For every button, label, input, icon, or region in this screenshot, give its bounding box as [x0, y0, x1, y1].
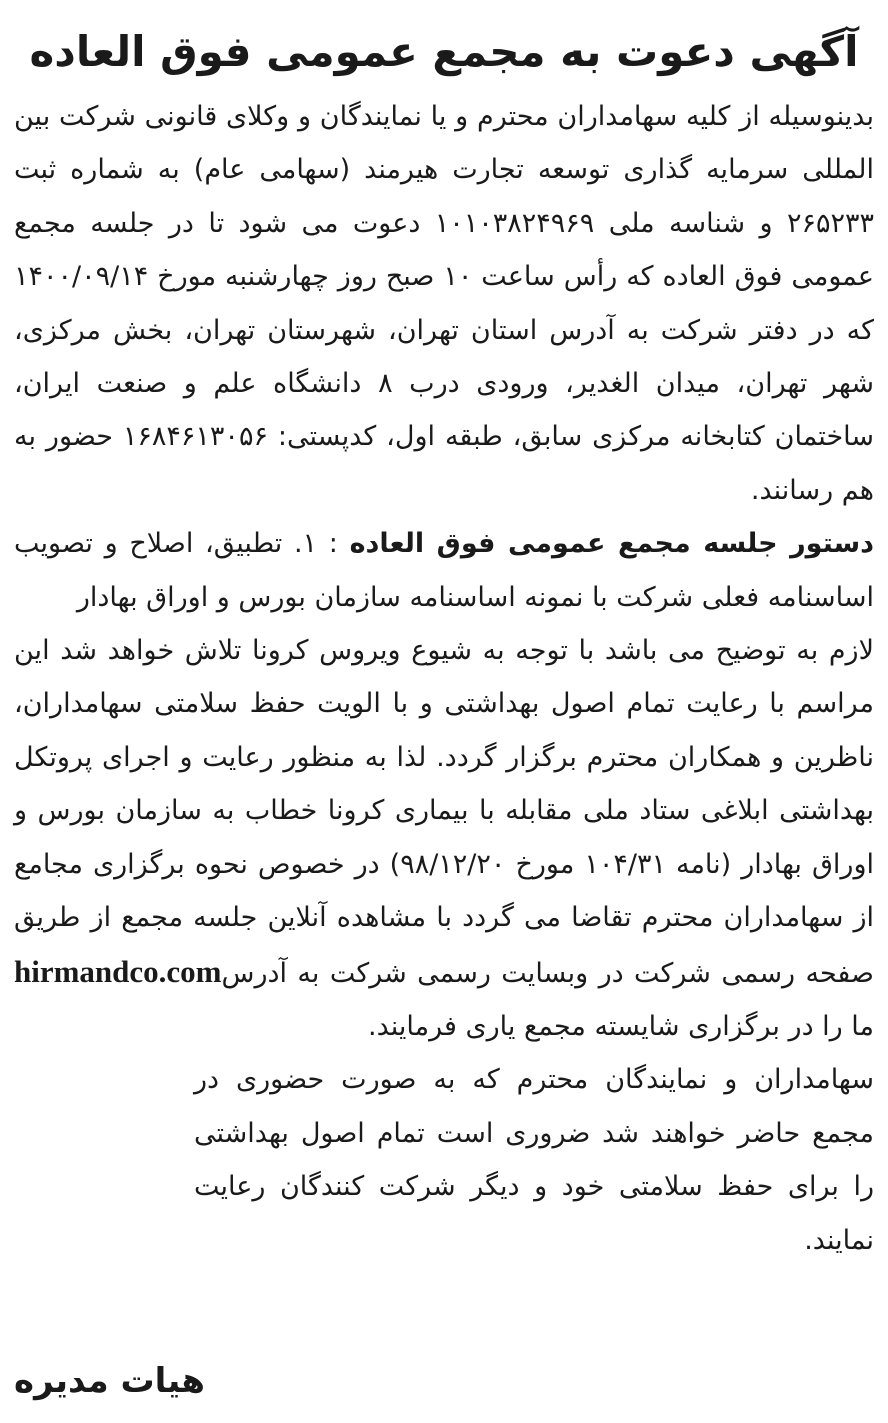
closing-paragraph: سهامداران و نمایندگان محترم که به صورت حضوری در مجمع حاضر خواهند شد ضروری است تمام اصول بهداشتی را برای حفظ سلامتی خود و دیگر شرکت کنندگان رعایت نمایند.: [194, 1064, 874, 1256]
covid-notice-text-end: ما را در برگزاری شایسته مجمع یاری فرمایند.: [368, 1010, 874, 1042]
agenda-paragraph: [14, 517, 874, 624]
covid-notice-paragraph: [14, 624, 874, 1053]
notice-body: [14, 90, 874, 1267]
agenda-separator: :: [317, 528, 350, 560]
covid-notice-text: لازم به توضیح می باشد با توجه به شیوع ویروس کرونا تلاش خواهد شد این مراسم با رعایت تمام اصول بهداشتی و با الویت حفظ سلامتی سهامداران، ناظرین و همکاران محترم برگزار گردد. لذا به منظور رعایت و اجرای پروتکل بهداشتی ابلاغی ستاد ملی مقابله با بیماری کرونا خطاب به سازمان بورس و اوراق بهادار (نامه ۱۰۴/۳۱ مورخ ۹۸/۱۲/۲۰) در خصوص نحوه برگزاری مجامع از سهامداران محترم تقاضا می گردد با مشاهده آنلاین جلسه مجمع از طریق صفحه رسمی شرکت در وبسایت رسمی شرکت به آدرس: [14, 635, 874, 989]
website-link[interactable]: hirmandco.com: [14, 953, 222, 989]
notice-title: آگهی دعوت به مجمع عمومی فوق العاده: [29, 27, 859, 76]
agenda-label: دستور جلسه مجمع عمومی فوق العاده: [349, 528, 874, 560]
intro-paragraph: بدینوسیله از کلیه سهامداران محترم و یا نمایندگان و وکلای قانونی شرکت بین المللی سرمایه گذاری توسعه تجارت هیرمند (سهامی عام) به شماره ثبت ۲۶۵۲۳۳ و شناسه ملی ۱۰۱۰۳۸۲۴۹۶۹ دعوت می شود تا در جلسه مجمع عمومی فوق العاده که رأس ساعت ۱۰ صبح روز چهارشنبه مورخ ۱۴۰۰/۰۹/۱۴ که در دفتر شرکت به آدرس استان تهران، شهرستان تهران، بخش مرکزی، شهر تهران، میدان الغدیر، ورودی درب ۸ دانشگاه علم و صنعت ایران، ساختمان کتابخانه مرکزی سابق، طبقه اول، کدپستی: ۱۶۸۴۶۱۳۰۵۶ حضور به هم رسانند.: [14, 101, 875, 506]
board-signature: هیات مدیره: [14, 1361, 205, 1401]
agenda-item: ۱. تطبیق، اصلاح و تصویب اساسنامه فعلی شرکت با نمونه اساسنامه سازمان بورس و اوراق بهادار: [14, 528, 874, 613]
